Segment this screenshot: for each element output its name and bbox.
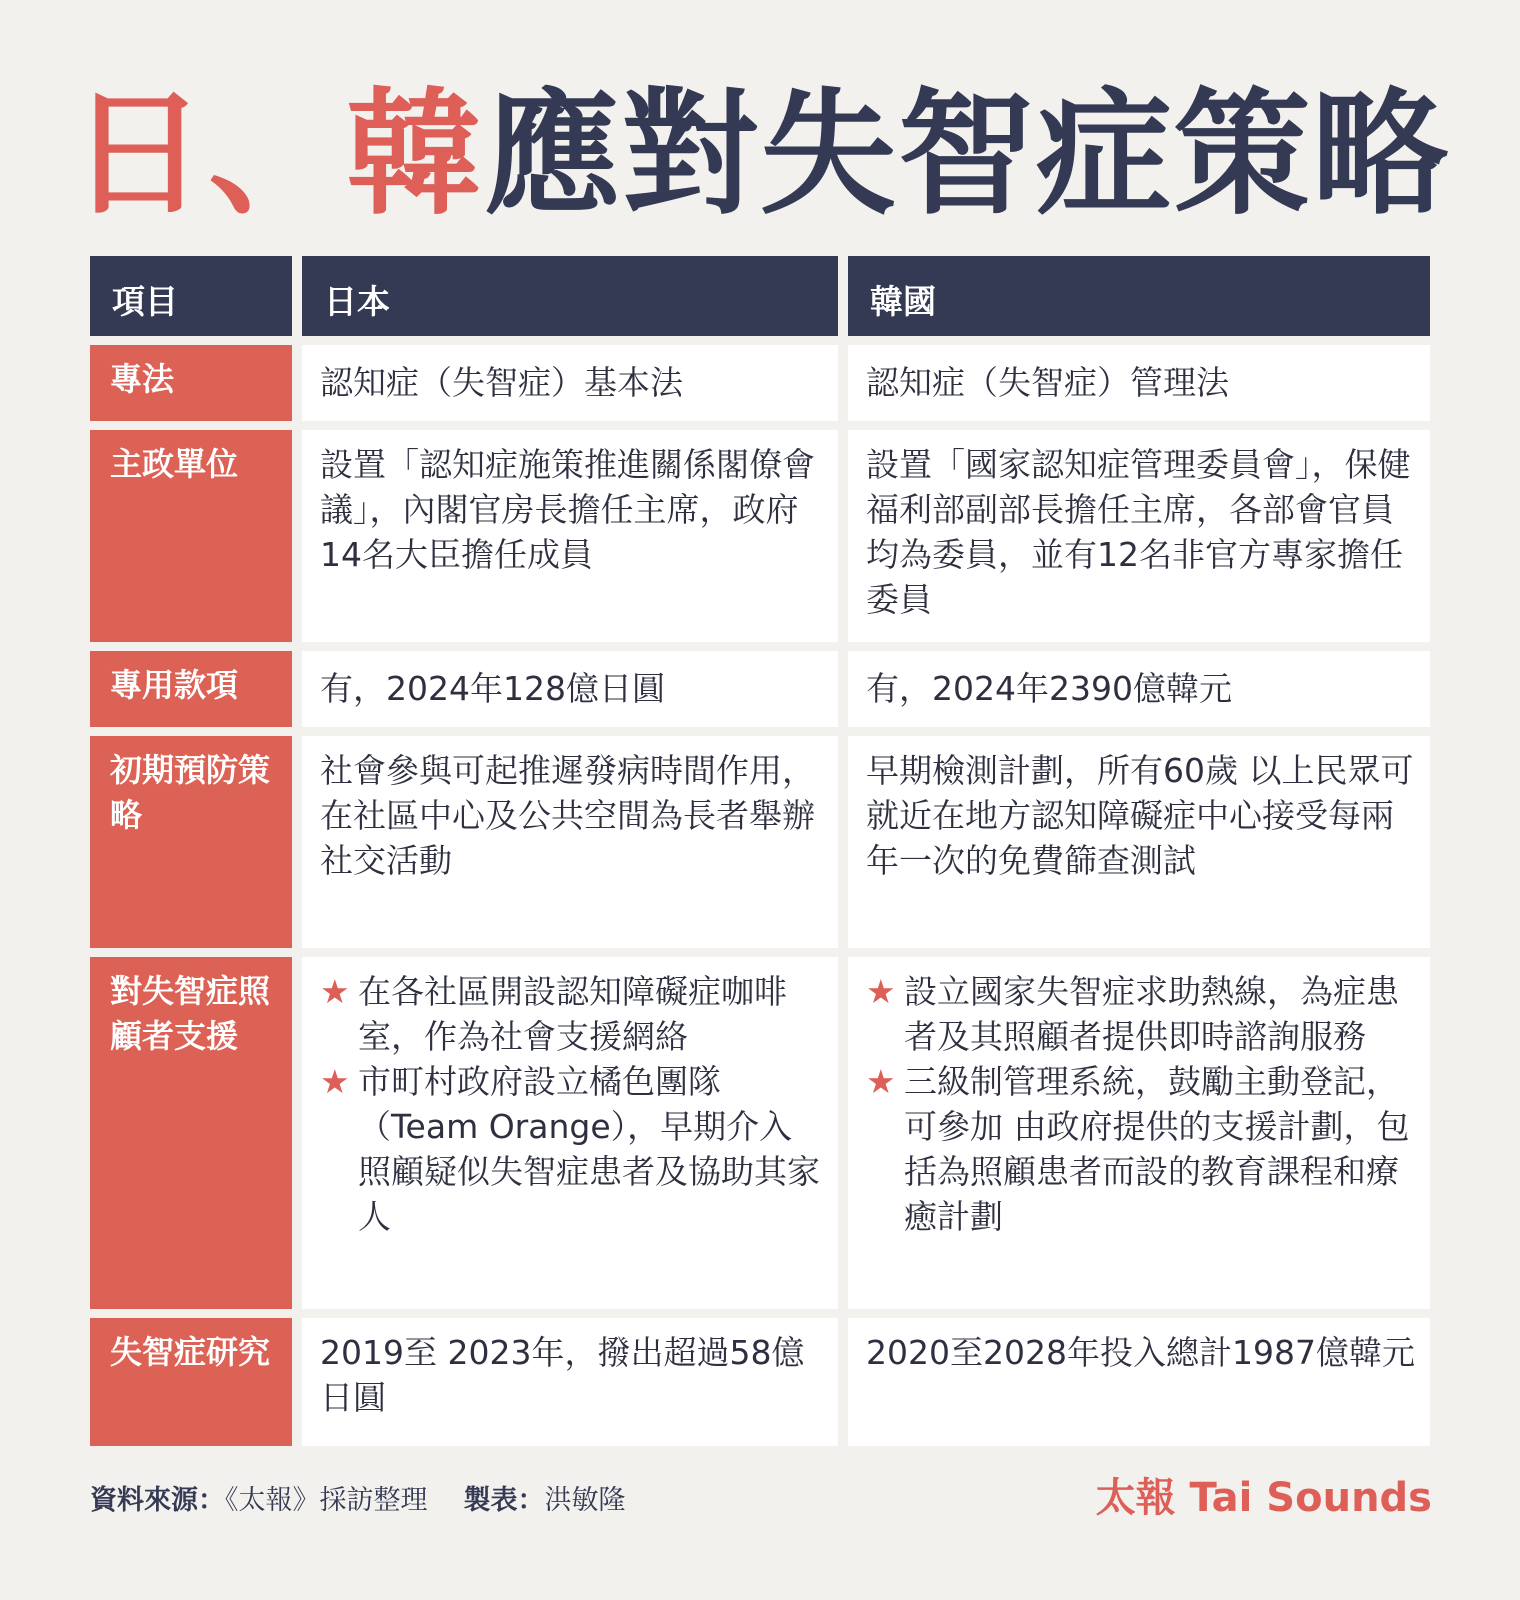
- list-item-text: 在各社區開設認知障礙症咖啡室，作為社會支援網絡: [358, 972, 787, 1056]
- header-japan: 日本: [302, 256, 838, 336]
- brand-logo: 太報 Tai Sounds: [1095, 1475, 1432, 1521]
- cell-japan-dementia-research: 2019至 2023年，撥出超過58億日圓: [302, 1318, 838, 1446]
- cell-japan-special-law: 認知症（失智症）基本法: [302, 345, 838, 421]
- list-item-text: 市町村政府設立橘色團隊（Team Orange），早期介入照顧疑似失智症患者及協助其家人: [358, 1062, 820, 1236]
- star-icon: ★: [866, 1062, 896, 1101]
- list-item: [320, 969, 824, 1059]
- star-icon: ★: [320, 972, 350, 1011]
- title-topic: 應對失智症策略: [484, 76, 1450, 234]
- row-label-early-prevention: 初期預防策略: [90, 736, 292, 948]
- cell-korea-dedicated-funds: 有，2024年2390億韓元: [848, 651, 1430, 727]
- cell-korea-early-prevention: 早期檢測計劃，所有60歲 以上民眾可就近在地方認知障礙症中心接受每兩年一次的免費篩查測試: [848, 736, 1430, 948]
- source-value: 《太報》採訪整理: [225, 1485, 428, 1516]
- list-item-text: 三級制管理系統，鼓勵主動登記，可參加 由政府提供的支援計劃，包括為照顧患者而設的教育課程和療癒計劃: [904, 1062, 1410, 1236]
- list-item: [320, 1059, 824, 1239]
- title-countries: 日、韓: [70, 76, 484, 234]
- cell-japan-early-prevention: 社會參與可起推遲發病時間作用，在社區中心及公共空間為長者舉辦社交活動: [302, 736, 838, 948]
- maker-label: 製表：: [463, 1485, 545, 1516]
- row-label-governing-unit: 主政單位: [90, 430, 292, 642]
- list-item: [866, 969, 1416, 1059]
- header-korea: 韓國: [848, 256, 1430, 336]
- cell-korea-caregiver-support: [848, 957, 1430, 1309]
- cell-japan-governing-unit: 設置「認知症施策推進關係閣僚會議」，內閣官房長擔任主席，政府14名大臣擔任成員: [302, 430, 838, 642]
- row-label-dementia-research: 失智症研究: [90, 1318, 292, 1446]
- row-label-special-law: 專法: [90, 345, 292, 421]
- source-label: 資料來源：: [90, 1485, 225, 1516]
- cell-japan-dedicated-funds: 有，2024年128億日圓: [302, 651, 838, 727]
- comparison-table: [90, 256, 1430, 1446]
- list-item: [866, 1059, 1416, 1239]
- star-icon: ★: [866, 972, 896, 1011]
- header-item: 項目: [90, 256, 292, 336]
- cell-japan-caregiver-support: [302, 957, 838, 1309]
- cell-korea-dementia-research: 2020至2028年投入總計1987億韓元: [848, 1318, 1430, 1446]
- page-title: [0, 70, 1520, 240]
- row-label-caregiver-support: 對失智症照顧者支援: [90, 957, 292, 1309]
- source-credit: [90, 1478, 626, 1517]
- cell-korea-special-law: 認知症（失智症）管理法: [848, 345, 1430, 421]
- cell-korea-governing-unit: 設置「國家認知症管理委員會」，保健福利部副部長擔任主席，各部會官員均為委員，並有12名非官方專家擔任委員: [848, 430, 1430, 642]
- row-label-dedicated-funds: 專用款項: [90, 651, 292, 727]
- maker-value: 洪敏隆: [544, 1485, 626, 1516]
- star-icon: ★: [320, 1062, 350, 1101]
- list-item-text: 設立國家失智症求助熱線，為症患者及其照顧者提供即時諮詢服務: [904, 972, 1399, 1056]
